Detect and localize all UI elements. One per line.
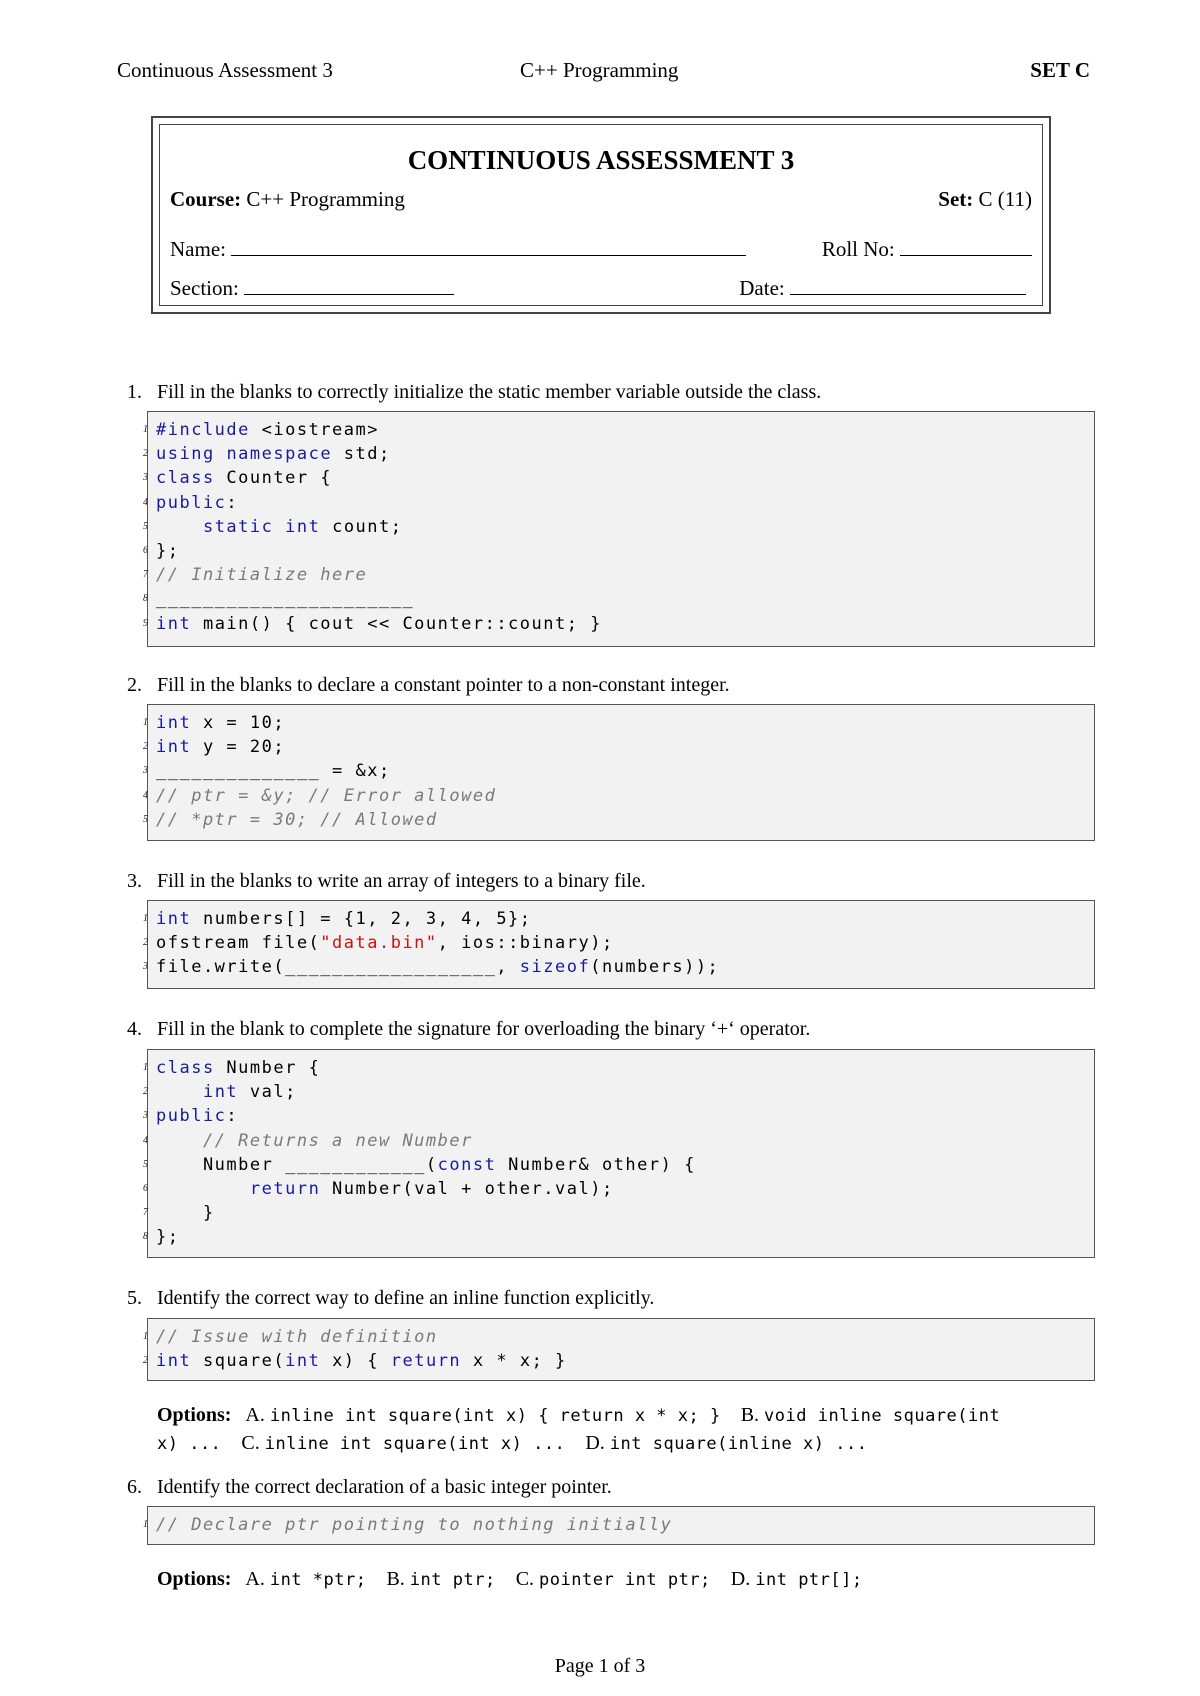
line-number: 6: [143, 1182, 148, 1194]
name-field[interactable]: [231, 237, 746, 256]
line-number: 8: [143, 593, 148, 605]
question-text: Identify the correct declaration of a basic integer pointer.: [157, 1476, 612, 1498]
question-6: [127, 1476, 612, 1499]
line-number: 7: [143, 569, 148, 581]
code-line: 1 int numbers[] = {1, 2, 3, 4, 5};: [156, 907, 1086, 931]
set-value: C (11): [978, 187, 1032, 211]
question-text: Fill in the blank to complete the signature for overloading the binary ‘+‘ operator.: [157, 1018, 811, 1040]
line-number: 3: [143, 1110, 148, 1122]
code-line: 1 class Number {: [156, 1056, 1086, 1080]
question-3: [127, 870, 646, 893]
code-line: 8 ______________________: [156, 587, 1086, 611]
title-box: [151, 116, 1051, 314]
question-text: Fill in the blanks to declare a constant pointer to a non-constant integer.: [157, 674, 730, 696]
line-number: 3: [143, 765, 148, 777]
option-c[interactable]: C. pointer int ptr;: [515, 1568, 711, 1590]
options-q6: [157, 1566, 1097, 1594]
code-block-3: [143, 900, 1095, 989]
option-b[interactable]: B. void inline square(int x) ...: [157, 1404, 1001, 1454]
option-a[interactable]: A. inline int square(int x) { return x * x; }: [245, 1404, 721, 1426]
line-number: 4: [143, 496, 148, 508]
question-number: 1.: [127, 381, 142, 403]
code-line: 5 static int count;: [156, 515, 1086, 539]
header-right: SET C: [1030, 58, 1090, 82]
question-number: 5.: [127, 1287, 142, 1309]
code-line: 3 file.write(__________________, sizeof(numbers));: [156, 955, 1086, 979]
line-number: 6: [143, 544, 148, 556]
code-line: 5 Number ____________(const Number& other) {: [156, 1153, 1086, 1177]
code-line: 2 ofstream file("data.bin", ios::binary);: [156, 931, 1086, 955]
line-number: 4: [143, 789, 148, 801]
option-b[interactable]: B. int ptr;: [386, 1568, 496, 1590]
question-4: [127, 1018, 810, 1041]
code-block-1: [143, 411, 1095, 647]
options-label: Options:: [157, 1404, 232, 1426]
code-line: 8 };: [156, 1225, 1086, 1249]
line-number: 8: [143, 1231, 148, 1243]
code-line: 5 // *ptr = 30; // Allowed: [156, 808, 1086, 832]
line-number: 2: [143, 1355, 148, 1367]
code-block-2: [143, 704, 1095, 841]
code-block-5: [143, 1318, 1095, 1381]
code-line: 1 #include <iostream>: [156, 418, 1086, 442]
name-label: Name:: [170, 237, 226, 261]
question-2: [127, 674, 730, 697]
question-number: 4.: [127, 1018, 142, 1040]
code-line: 9 int main() { cout << Counter::count; }: [156, 612, 1086, 636]
line-number: 2: [143, 1086, 148, 1098]
option-d[interactable]: D. int square(inline x) ...: [585, 1432, 868, 1454]
options-q5: [157, 1402, 1097, 1458]
option-d[interactable]: D. int ptr[];: [730, 1568, 863, 1590]
roll-field[interactable]: [900, 237, 1032, 256]
page-footer: Page 1 of 3: [554, 1655, 646, 1677]
code-line: 7 }: [156, 1201, 1086, 1225]
date-label: Date:: [739, 276, 785, 300]
line-number: 1: [143, 1519, 148, 1530]
line-number: 1: [143, 913, 148, 924]
line-number: 5: [143, 520, 148, 532]
header-left: Continuous Assessment 3: [117, 58, 333, 82]
roll-label: Roll No:: [821, 237, 895, 261]
code-line: 3 ______________ = &x;: [156, 759, 1086, 783]
title-box-inner: [159, 124, 1043, 306]
question-text: Identify the correct way to define an inline function explicitly.: [157, 1287, 655, 1309]
line-number: 1: [143, 717, 148, 728]
code-block-4: [143, 1049, 1095, 1258]
code-line: 3 public:: [156, 1104, 1086, 1128]
question-5: [127, 1287, 654, 1310]
code-line: 1 int x = 10;: [156, 711, 1086, 735]
page-title: CONTINUOUS ASSESSMENT 3: [407, 145, 795, 175]
line-number: 2: [143, 448, 148, 460]
code-line: 2 int y = 20;: [156, 735, 1086, 759]
code-line: 6 return Number(val + other.val);: [156, 1177, 1086, 1201]
section-field[interactable]: [244, 276, 454, 295]
line-number: 3: [143, 472, 148, 484]
line-number: 2: [143, 937, 148, 949]
line-number: 9: [143, 617, 148, 629]
question-1: [127, 381, 821, 404]
options-label: Options:: [157, 1568, 232, 1590]
code-block-6: [143, 1506, 1095, 1545]
question-text: Fill in the blanks to write an array of integers to a binary file.: [157, 870, 646, 892]
line-number: 2: [143, 741, 148, 753]
code-line: 2 int square(int x) { return x * x; }: [156, 1349, 1086, 1373]
code-line: 4 public:: [156, 491, 1086, 515]
line-number: 5: [143, 1158, 148, 1170]
question-number: 2.: [127, 674, 142, 696]
code-line: 6 };: [156, 539, 1086, 563]
line-number: 1: [143, 424, 148, 435]
question-number: 3.: [127, 870, 142, 892]
line-number: 1: [143, 1331, 148, 1342]
code-line: 7 // Initialize here: [156, 563, 1086, 587]
option-a[interactable]: A. int *ptr;: [245, 1568, 367, 1590]
code-line: 3 class Counter {: [156, 466, 1086, 490]
line-number: 7: [143, 1207, 148, 1219]
code-line: 2 using namespace std;: [156, 442, 1086, 466]
option-c[interactable]: C. inline int square(int x) ...: [241, 1432, 566, 1454]
header-center: C++ Programming: [520, 58, 679, 82]
code-line: 4 // ptr = &y; // Error allowed: [156, 784, 1086, 808]
line-number: 3: [143, 961, 148, 973]
code-line: 1 // Issue with definition: [156, 1325, 1086, 1349]
section-label: Section:: [170, 276, 239, 300]
course-value: C++ Programming: [246, 187, 405, 211]
line-number: 1: [143, 1062, 148, 1073]
set-label: Set:: [938, 187, 974, 211]
course-label: Course:: [170, 187, 242, 211]
question-text: Fill in the blanks to correctly initialize the static member variable outside the class.: [157, 381, 822, 403]
question-number: 6.: [127, 1476, 142, 1498]
code-line: 1 // Declare ptr pointing to nothing initially: [156, 1513, 1086, 1537]
code-line: 4 // Returns a new Number: [156, 1129, 1086, 1153]
line-number: 4: [143, 1134, 148, 1146]
code-line: 2 int val;: [156, 1080, 1086, 1104]
line-number: 5: [143, 813, 148, 825]
date-field[interactable]: [790, 276, 1026, 295]
